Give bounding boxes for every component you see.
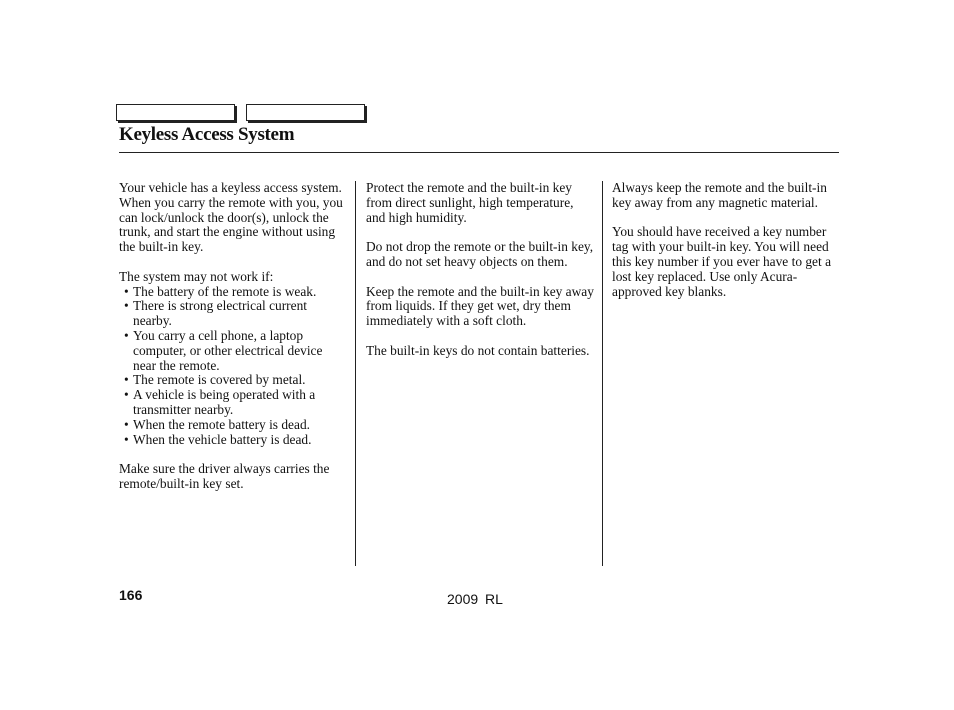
page-number: 166 (119, 587, 143, 603)
column-1 (119, 181, 347, 507)
list-lead: The system may not work if: (119, 268, 274, 284)
title-divider (119, 152, 839, 153)
conditions-list (119, 285, 347, 448)
list-item: • When the vehicle battery is dead. (119, 433, 347, 448)
list-item: • A vehicle is being operated with a transmitter nearby. (119, 388, 347, 418)
paragraph: Keep the remote and the built-in key away from liquids. If they get wet, dry them immediately with a soft cloth. (366, 283, 594, 329)
list-item: • There is strong electrical current nearby. (119, 299, 347, 329)
paragraph: You should have received a key number tag with your built-in key. You will need this key number if you ever have to get a lost key replaced. Use only Acura-approved key blanks. (612, 224, 832, 299)
intro-paragraph: Your vehicle has a keyless access system. When you carry the remote with you, you can lock/unlock the door(s), unlock the trunk, and start the engine without using the built-in key. (119, 180, 343, 255)
model-label: 2009 RL (447, 591, 503, 607)
paragraph: Always keep the remote and the built-in key away from any magnetic material. (612, 180, 827, 210)
list-item: • When the remote battery is dead. (119, 418, 347, 433)
closing-paragraph: Make sure the driver always carries the remote/built-in key set. (119, 461, 330, 491)
paragraph: Do not drop the remote or the built-in key, and do not set heavy objects on them. (366, 239, 594, 269)
column-2 (366, 181, 594, 373)
paragraph: Protect the remote and the built-in key from direct sunlight, high temperature, and high humidity. (366, 180, 574, 225)
column-3 (612, 181, 840, 314)
nav-tab-button-2[interactable] (246, 104, 365, 121)
list-item: • The battery of the remote is weak. (119, 285, 347, 300)
list-item: • The remote is covered by metal. (119, 373, 347, 388)
column-divider (602, 181, 603, 566)
nav-tab-button-1[interactable] (116, 104, 235, 121)
column-divider (355, 181, 356, 566)
paragraph: The built-in keys do not contain batteries. (366, 342, 590, 358)
list-item: • You carry a cell phone, a laptop computer, or other electrical device near the remote. (119, 329, 347, 373)
page-title: Keyless Access System (119, 124, 295, 145)
